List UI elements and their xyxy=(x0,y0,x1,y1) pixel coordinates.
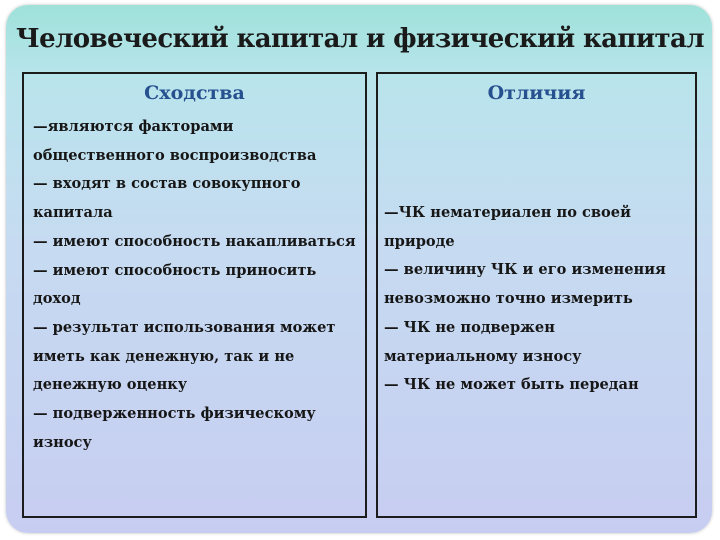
similarities-heading: Сходства xyxy=(144,82,245,104)
similarities-column xyxy=(22,72,367,518)
slide-title: Человеческий капитал и физический капитал xyxy=(15,24,704,54)
similarity-item: — подверженность физическому износу xyxy=(33,405,316,451)
difference-item: — ЧК не может быть передан xyxy=(384,376,639,394)
similarity-item: — имеют способность приносить доход xyxy=(33,261,317,308)
differences-list xyxy=(384,199,691,400)
similarity-item: —являются факторами общественного воспроизводства xyxy=(33,118,317,164)
differences-column xyxy=(376,72,697,518)
similarity-item: — результат использования может иметь как денежную, так и не денежную оценку xyxy=(33,318,336,394)
similarity-item: — входят в состав совокупного капитала xyxy=(33,175,301,222)
difference-item: —ЧК нематериален по своей природе xyxy=(384,204,631,250)
difference-item: — величину ЧК и его изменения невозможно точно измерить xyxy=(384,261,666,308)
difference-item: — ЧК не подвержен материальному износу xyxy=(384,318,582,365)
similarities-list xyxy=(33,113,361,457)
similarity-item: — имеют способность накапливаться xyxy=(33,232,356,250)
differences-heading: Отличия xyxy=(487,82,586,104)
